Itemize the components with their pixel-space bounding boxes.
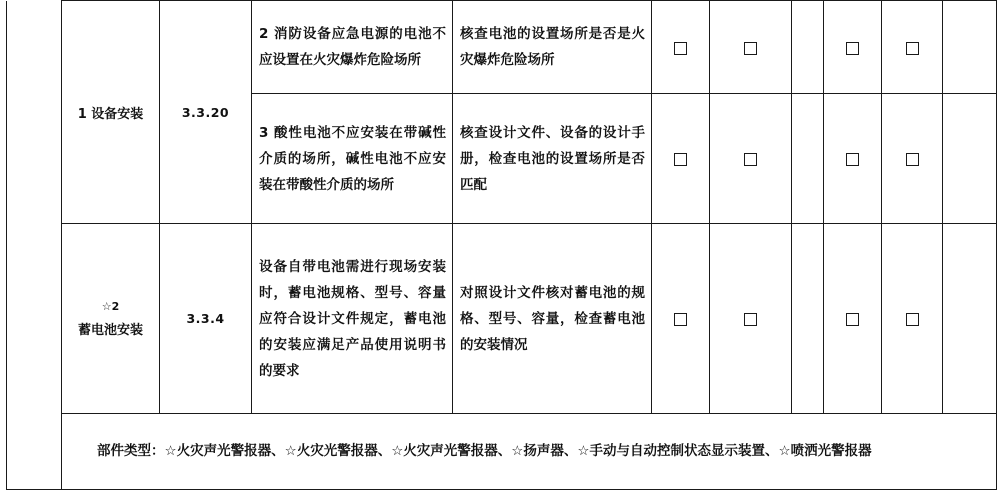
section-name: 1 设备安装 [77, 106, 144, 122]
checkbox-icon[interactable] [674, 42, 687, 55]
checkbox-cell[interactable] [710, 94, 792, 224]
checkbox-icon[interactable] [846, 42, 859, 55]
method-text: 核查电池的设置场所是否是火灾爆炸危险场所 [460, 26, 645, 69]
left-margin-column [7, 1, 62, 490]
blank-cell [792, 224, 824, 413]
blank-cell [792, 1, 824, 94]
checkbox-icon[interactable] [674, 153, 687, 166]
method-cell [453, 224, 652, 413]
checkbox-cell[interactable] [824, 1, 882, 94]
section-name-cell [62, 1, 160, 224]
requirement-cell [252, 1, 453, 94]
checkbox-icon[interactable] [744, 313, 757, 326]
checkbox-cell[interactable] [710, 1, 792, 94]
checkbox-cell[interactable] [710, 224, 792, 413]
method-cell [453, 1, 652, 94]
checkbox-icon[interactable] [674, 313, 687, 326]
requirement-cell [252, 94, 453, 224]
checkbox-cell[interactable] [824, 224, 882, 413]
checkbox-icon[interactable] [906, 153, 919, 166]
clause-number: 3.3.20 [181, 104, 230, 120]
table-row [7, 224, 997, 413]
blank-cell [792, 94, 824, 224]
inspection-table [6, 0, 997, 490]
checkbox-icon[interactable] [906, 42, 919, 55]
table-row [7, 413, 997, 489]
component-type-note-cell [62, 413, 997, 489]
checkbox-cell[interactable] [652, 224, 710, 413]
method-text: 核查设计文件、设备的设计手册，检查电池的设置场所是否匹配 [460, 124, 645, 193]
blank-cell [943, 224, 997, 413]
checkbox-cell[interactable] [882, 94, 943, 224]
checkbox-icon[interactable] [744, 153, 757, 166]
requirement-text: 设备自带电池需进行现场安装时，蓄电池规格、型号、容量应符合设计文件规定，蓄电池的安装应满足产品使用说明书的要求 [259, 258, 446, 379]
checkbox-cell[interactable] [652, 1, 710, 94]
clause-cell [160, 1, 252, 224]
table-row [7, 1, 997, 94]
method-text: 对照设计文件核对蓄电池的规格、型号、容量，检查蓄电池的安装情况 [460, 284, 645, 353]
blank-cell [943, 1, 997, 94]
checkbox-icon[interactable] [906, 313, 919, 326]
checkbox-cell[interactable] [824, 94, 882, 224]
checkbox-icon[interactable] [846, 313, 859, 326]
checkbox-cell[interactable] [882, 1, 943, 94]
checkbox-cell[interactable] [882, 224, 943, 413]
clause-cell [160, 224, 252, 413]
requirement-cell [252, 224, 453, 413]
component-type-note: 部件类型：☆火灾声光警报器、☆火灾光警报器、☆火灾声光警报器、☆扬声器、☆手动与自动控制状态显示装置、☆喷洒光警报器 [97, 442, 872, 459]
method-cell [453, 94, 652, 224]
clause-number: 3.3.4 [186, 311, 225, 327]
requirement-text: 3 酸性电池不应安装在带碱性介质的场所，碱性电池不应安装在带酸性介质的场所 [259, 124, 446, 193]
checkbox-icon[interactable] [846, 153, 859, 166]
checkbox-cell[interactable] [652, 94, 710, 224]
section-star-number: ☆2 [101, 299, 120, 313]
section-name-cell [62, 224, 160, 413]
checkbox-icon[interactable] [744, 42, 757, 55]
blank-cell [943, 94, 997, 224]
section-name: 蓄电池安装 [77, 322, 143, 338]
requirement-text: 2 消防设备应急电源的电池不应设置在火灾爆炸危险场所 [259, 26, 446, 69]
